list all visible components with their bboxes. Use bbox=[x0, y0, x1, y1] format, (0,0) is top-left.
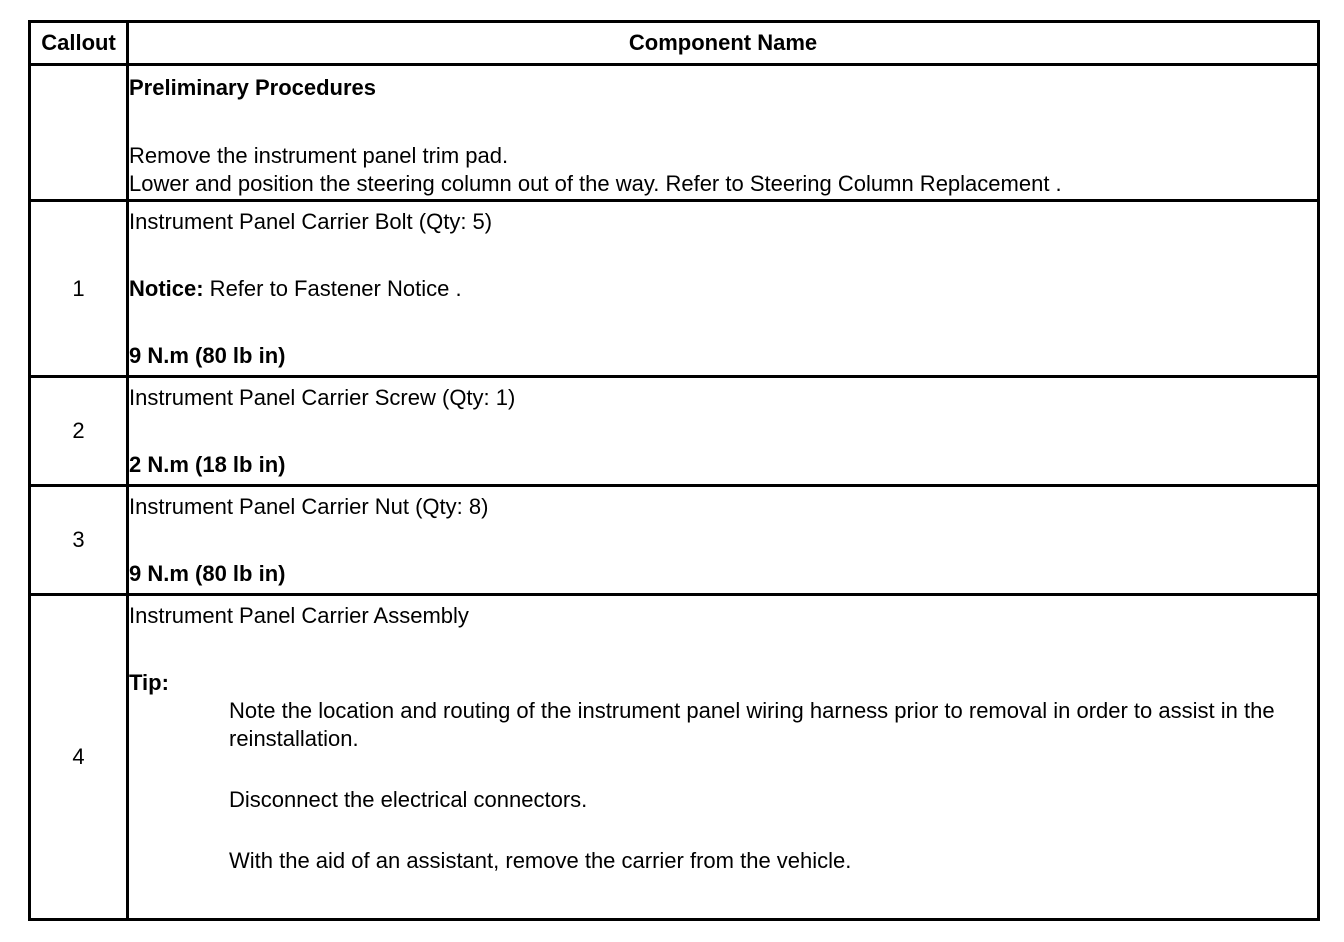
preliminary-step-2: Lower and position the steering column out of the way. Refer to Steering Column Replacement . bbox=[129, 171, 1062, 196]
notice-line bbox=[129, 275, 1317, 303]
component-cell bbox=[128, 377, 1319, 486]
component-name: Instrument Panel Carrier Bolt (Qty: 5) bbox=[129, 209, 493, 234]
component-cell bbox=[128, 486, 1319, 595]
callout-header: Callout bbox=[30, 22, 128, 65]
callout-number: 3 bbox=[30, 486, 128, 595]
component-cell bbox=[128, 595, 1319, 920]
preliminary-title: Preliminary Procedures bbox=[129, 75, 377, 100]
notice-label: Notice: bbox=[129, 276, 204, 301]
preliminary-step-1: Remove the instrument panel trim pad. bbox=[129, 143, 509, 168]
table-row bbox=[30, 377, 1319, 486]
component-name: Instrument Panel Carrier Assembly bbox=[129, 603, 469, 628]
tip-item: Note the location and routing of the instrument panel wiring harness prior to removal in order to assist in the reinstallation. bbox=[229, 698, 1275, 751]
tip-item: With the aid of an assistant, remove the carrier from the vehicle. bbox=[229, 848, 852, 873]
tip-item: Disconnect the electrical connectors. bbox=[229, 787, 588, 812]
callout-number: 2 bbox=[30, 377, 128, 486]
component-cell bbox=[128, 201, 1319, 377]
table-row bbox=[30, 201, 1319, 377]
callout-number: 4 bbox=[30, 595, 128, 920]
preliminary-callout-cell bbox=[30, 65, 128, 201]
table-row bbox=[30, 486, 1319, 595]
component-name-header: Component Name bbox=[128, 22, 1319, 65]
callout-number: 1 bbox=[30, 201, 128, 377]
torque-spec: 9 N.m (80 lb in) bbox=[129, 561, 286, 586]
component-name: Instrument Panel Carrier Nut (Qty: 8) bbox=[129, 494, 489, 519]
preliminary-row bbox=[30, 65, 1319, 201]
torque-spec: 9 N.m (80 lb in) bbox=[129, 343, 286, 368]
preliminary-cell bbox=[128, 65, 1319, 201]
procedure-table bbox=[28, 20, 1320, 921]
component-name: Instrument Panel Carrier Screw (Qty: 1) bbox=[129, 385, 516, 410]
torque-spec: 2 N.m (18 lb in) bbox=[129, 452, 286, 477]
table-row bbox=[30, 595, 1319, 920]
tip-label: Tip: bbox=[129, 670, 169, 695]
table-header-row bbox=[30, 22, 1319, 65]
notice-text: Refer to Fastener Notice . bbox=[203, 276, 462, 301]
